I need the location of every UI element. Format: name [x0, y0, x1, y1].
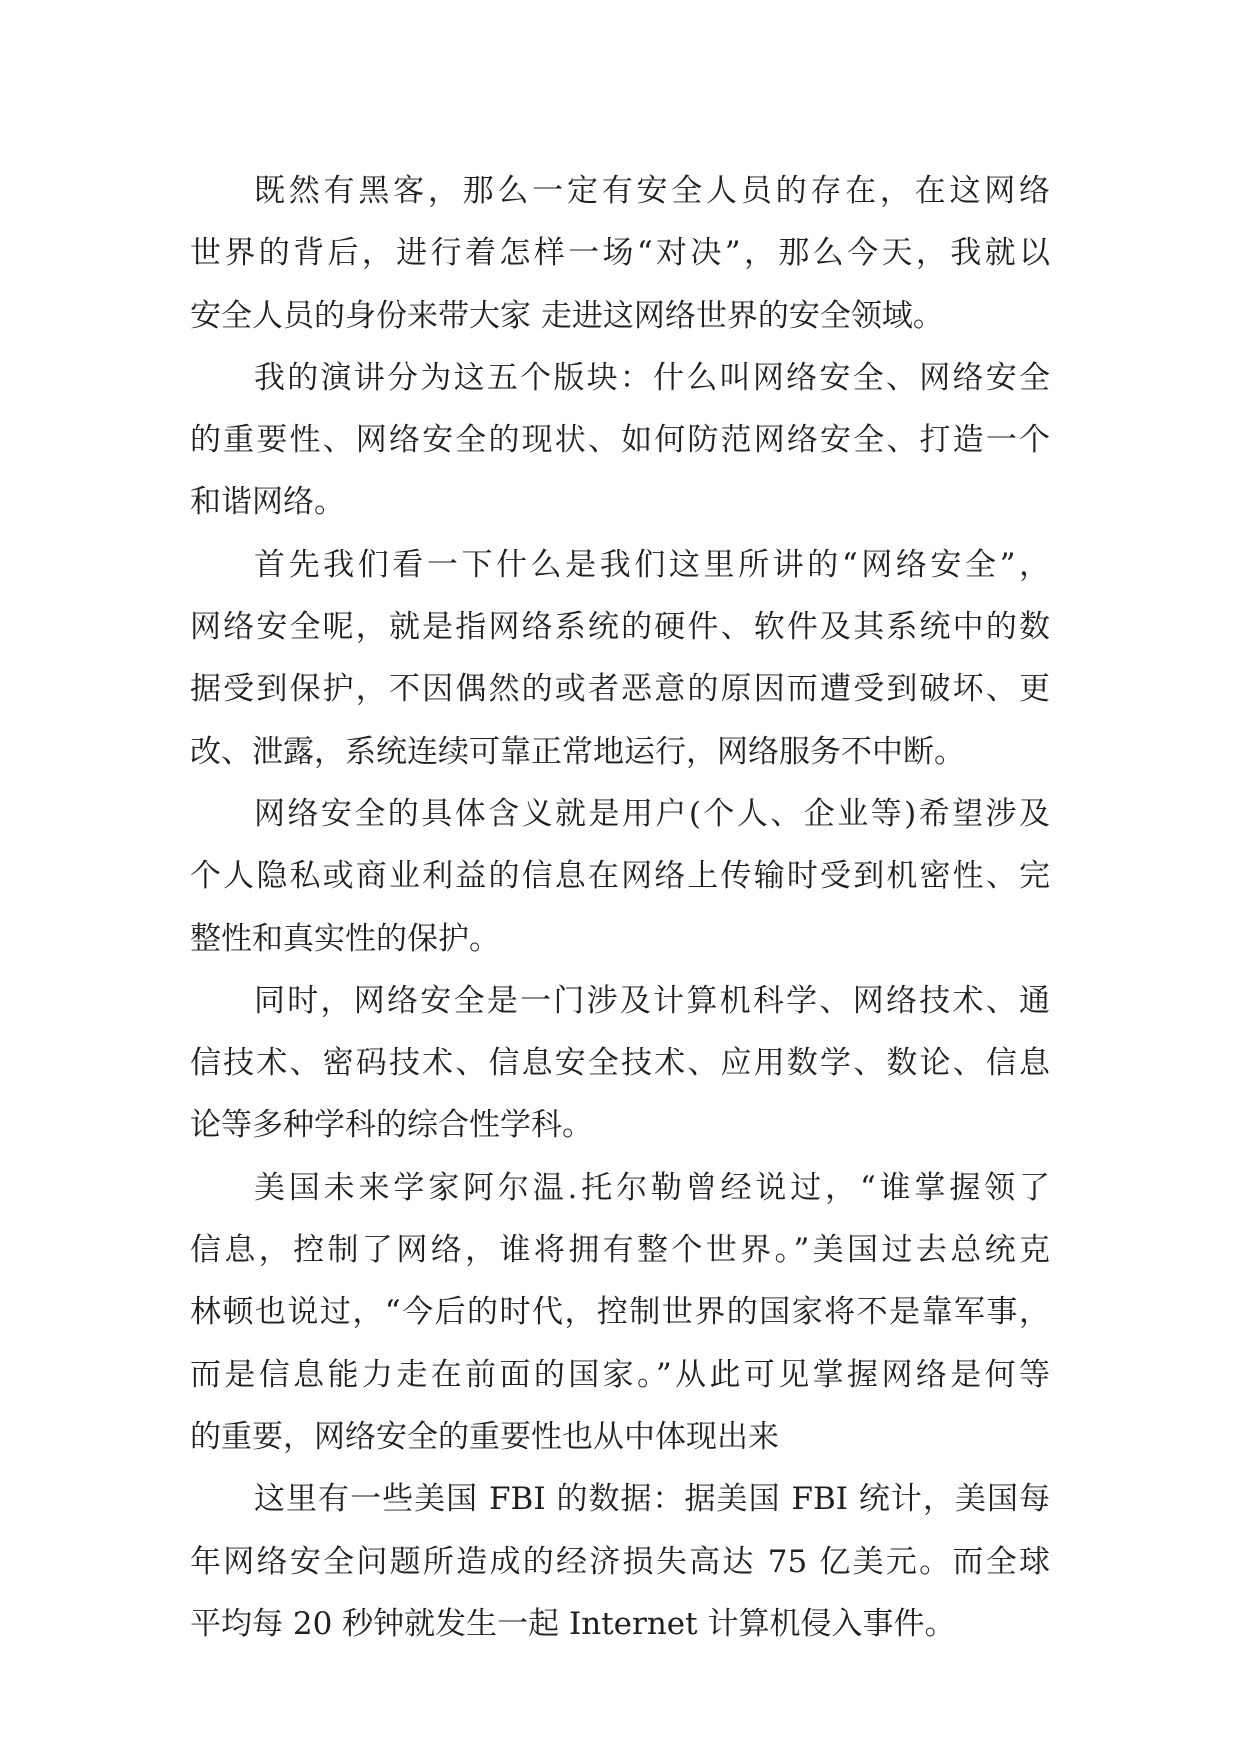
text-line: 信息，控制了网络，谁将拥有整个世界。”美国过去总统克: [190, 1232, 1050, 1269]
text-line: 同时，网络安全是一门涉及计算机科学、网络技术、通: [254, 982, 1050, 1019]
paragraph: [190, 534, 1050, 783]
paragraph: [190, 1157, 1050, 1468]
paragraph: [190, 970, 1050, 1157]
text-line: 林顿也说过，“今后的时代，控制世界的国家将不是靠军事，: [190, 1294, 1050, 1331]
text-line: 改、泄露，系统连续可靠正常地运行，网络服务不中断。: [190, 733, 965, 770]
text-line: 首先我们看一下什么是我们这里所讲的“网络安全”，: [254, 546, 1050, 583]
text-line: 平均每 20 秒钟就发生一起 Internet 计算机侵入事件。: [190, 1605, 956, 1642]
text-line: 个人隐私或商业利益的信息在网络上传输时受到机密性、完: [190, 858, 1050, 895]
text-line: 这里有一些美国 FBI 的数据：据美国 FBI 统计，美国每: [254, 1481, 1050, 1518]
text-line: 安全人员的身份来带大家 走进这网络世界的安全领域。: [190, 297, 944, 334]
text-line: 信技术、密码技术、信息安全技术、应用数学、数论、信息: [190, 1045, 1050, 1082]
text-line: 的重要性、网络安全的现状、如何防范网络安全、打造一个: [190, 422, 1050, 459]
paragraph: [190, 160, 1050, 347]
paragraph: [190, 783, 1050, 970]
text-line: 美国未来学家阿尔温.托尔勒曾经说过，“谁掌握领了: [254, 1169, 1050, 1206]
text-line: 论等多种学科的综合性学科。: [190, 1107, 593, 1144]
document-body: [190, 160, 1050, 1655]
text-line: 既然有黑客，那么一定有安全人员的存在，在这网络: [254, 173, 1050, 209]
text-line: 我的演讲分为这五个版块：什么叫网络安全、网络安全: [254, 359, 1050, 396]
text-line: 整性和真实性的保护。: [190, 920, 500, 957]
text-line: 年网络安全问题所造成的经济损失高达 75 亿美元。而全球: [190, 1543, 1050, 1580]
paragraph: [190, 347, 1050, 534]
text-line: 而是信息能力走在前面的国家。”从此可见掌握网络是何等: [190, 1356, 1050, 1393]
text-line: 据受到保护，不因偶然的或者恶意的原因而遭受到破坏、更: [190, 671, 1050, 708]
text-line: 网络安全的具体含义就是用户(个人、企业等)希望涉及: [254, 795, 1050, 832]
text-line: 世界的背后，进行着怎样一场“对决”，那么今天，我就以: [190, 235, 1050, 272]
text-line: 的重要，网络安全的重要性也从中体现出来: [190, 1418, 779, 1455]
text-line: 和谐网络。: [190, 484, 345, 521]
text-line: 网络安全呢，就是指网络系统的硬件、软件及其系统中的数: [190, 609, 1050, 646]
paragraph: [190, 1468, 1050, 1655]
